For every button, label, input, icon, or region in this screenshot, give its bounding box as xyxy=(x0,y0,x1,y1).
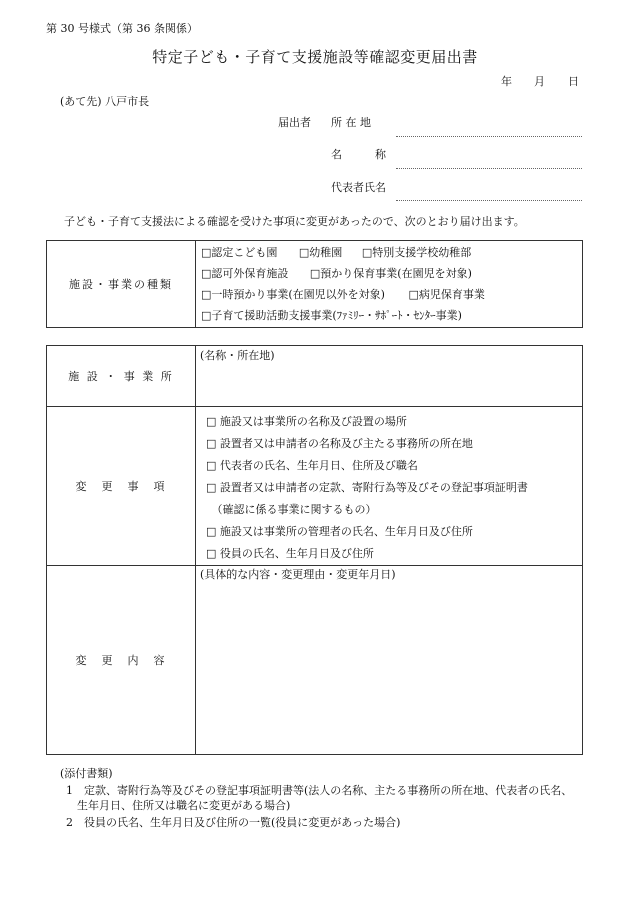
content-field[interactable] xyxy=(196,566,583,755)
facility-hint: (名称・所在地) xyxy=(200,349,275,362)
facility-type-table xyxy=(46,240,583,328)
attachment-item: 生年月日、住所又は職名に変更がある場合) xyxy=(66,799,291,812)
applicant-role: 届出者 xyxy=(278,116,311,129)
change-item-founder-name[interactable]: □ 設置者又は申請者の名称及び主たる事務所の所在地 xyxy=(206,437,473,450)
facility-label: 施 設 ・ 事 業 所 xyxy=(47,346,196,407)
facility-field[interactable] xyxy=(196,346,583,407)
page-title: 特定子ども・子育て支援施設等確認変更届出書 xyxy=(152,48,478,66)
name-field[interactable] xyxy=(396,168,582,169)
attachment-item: 1 定款、寄附行為等及びその登記事項証明書等(法人の名称、主たる事務所の所在地、代表者の氏名、 xyxy=(66,784,573,797)
change-item-manager[interactable]: □ 施設又は事業所の管理者の氏名、生年月日及び住所 xyxy=(206,525,473,538)
change-item-articles[interactable]: □ 設置者又は申請者の定款、寄附行為等及びその登記事項証明書 xyxy=(206,481,528,494)
facility-type-label: 施設・事業の種類 xyxy=(47,241,196,328)
rep-field[interactable] xyxy=(396,200,582,201)
date-month: 月 xyxy=(534,75,545,88)
name-label-2: 称 xyxy=(375,148,386,161)
address-label: 所 在 地 xyxy=(331,116,371,129)
change-item-articles-note: （確認に係る事業に関するもの） xyxy=(206,503,377,516)
date-year: 年 xyxy=(501,75,512,88)
attachment-item: 2 役員の氏名、生年月日及び住所の一覧(役員に変更があった場合) xyxy=(66,816,401,829)
checkbox-ichiji-azukari[interactable]: □一時預かり事業(在園児以外を対象) xyxy=(201,288,385,301)
details-table xyxy=(46,345,583,755)
name-label-1: 名 xyxy=(331,148,342,161)
checkbox-tokubetsu-shien[interactable]: □特別支援学校幼稚部 xyxy=(361,246,472,259)
facility-type-row xyxy=(196,284,582,305)
facility-type-row xyxy=(196,263,582,284)
checkbox-family-support[interactable]: □子育て援助活動支援事業(ﾌｧﾐﾘｰ・ｻﾎﾟｰﾄ・ｾﾝﾀｰ事業) xyxy=(201,309,462,322)
checkbox-nintei-kodomoen[interactable]: □認定こども園 xyxy=(201,246,278,259)
content-label: 変 更 内 容 xyxy=(47,566,196,755)
form-number: 第 30 号様式（第 36 条関係） xyxy=(46,22,198,35)
change-item-officers[interactable]: □ 役員の氏名、生年月日及び住所 xyxy=(206,547,374,560)
change-items-label: 変 更 事 項 xyxy=(47,407,196,566)
change-item-representative[interactable]: □ 代表者の氏名、生年月日、住所及び職名 xyxy=(206,459,418,472)
checkbox-ninkagai-hoiku[interactable]: □認可外保育施設 xyxy=(201,267,289,280)
facility-type-row xyxy=(196,242,582,263)
addressee: (あて先) 八戸市長 xyxy=(60,95,150,108)
address-field[interactable] xyxy=(396,136,582,137)
rep-label: 代表者氏名 xyxy=(331,181,386,194)
date-day: 日 xyxy=(568,75,579,88)
change-items-list xyxy=(196,407,583,566)
facility-type-row xyxy=(196,305,582,326)
content-hint: (具体的な内容・変更理由・変更年月日) xyxy=(200,568,396,581)
checkbox-byouji-hoiku[interactable]: □病児保育事業 xyxy=(408,288,485,301)
facility-type-options xyxy=(196,241,583,328)
checkbox-azukari-hoiku[interactable]: □預かり保育事業(在園児を対象) xyxy=(309,267,472,280)
checkbox-youchien[interactable]: □幼稚園 xyxy=(298,246,343,259)
attachments-heading: (添付書類) xyxy=(60,767,113,780)
change-item-name-location[interactable]: □ 施設又は事業所の名称及び設置の場所 xyxy=(206,415,407,428)
intro-text: 子ども・子育て支援法による確認を受けた事項に変更があったので、次のとおり届け出ます。 xyxy=(64,215,525,228)
